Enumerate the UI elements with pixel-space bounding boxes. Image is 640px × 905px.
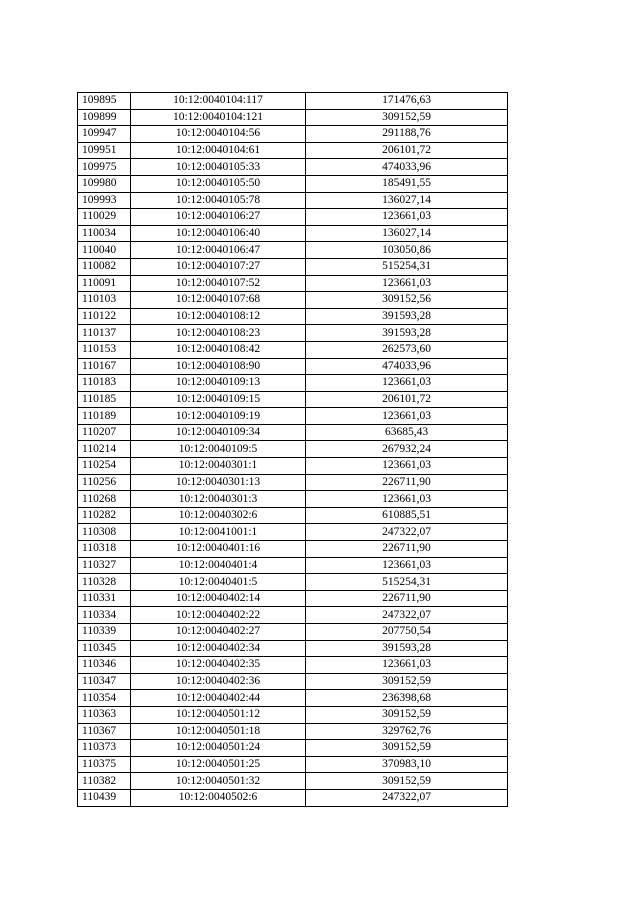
cadastral-number-cell: 10:12:0040104:121 [131, 109, 306, 126]
record-number-cell: 110328 [78, 574, 131, 591]
table-row [78, 723, 508, 740]
record-number-cell: 110354 [78, 690, 131, 707]
cadastral-number-cell: 10:12:0040501:18 [131, 723, 306, 740]
amount-cell: 206101,72 [306, 142, 508, 159]
cadastral-number-cell: 10:12:0040301:3 [131, 491, 306, 508]
cadastral-number-cell: 10:12:0040104:117 [131, 93, 306, 110]
record-number-cell: 110207 [78, 424, 131, 441]
amount-cell: 610885,51 [306, 507, 508, 524]
cadastral-number-cell: 10:12:0040107:27 [131, 258, 306, 275]
amount-cell: 185491,55 [306, 175, 508, 192]
record-number-cell: 110339 [78, 624, 131, 641]
amount-cell: 226711,90 [306, 590, 508, 607]
amount-cell: 171476,63 [306, 93, 508, 110]
cadastral-number-cell: 10:12:0040502:6 [131, 789, 306, 806]
cadastral-number-cell: 10:12:0040108:23 [131, 325, 306, 342]
record-number-cell: 110189 [78, 408, 131, 425]
record-number-cell: 110439 [78, 789, 131, 806]
amount-cell: 247322,07 [306, 789, 508, 806]
amount-cell: 123661,03 [306, 458, 508, 475]
record-number-cell: 110040 [78, 242, 131, 259]
record-number-cell: 110214 [78, 441, 131, 458]
cadastral-number-cell: 10:12:0040105:33 [131, 159, 306, 176]
cadastral-number-cell: 10:12:0040401:5 [131, 574, 306, 591]
table-row [78, 258, 508, 275]
amount-cell: 123661,03 [306, 375, 508, 392]
amount-cell: 123661,03 [306, 408, 508, 425]
amount-cell: 309152,59 [306, 740, 508, 757]
table-row [78, 773, 508, 790]
table-row [78, 624, 508, 641]
table-row [78, 275, 508, 292]
cadastral-number-cell: 10:12:0040401:16 [131, 541, 306, 558]
table-row [78, 209, 508, 226]
cadastral-number-cell: 10:12:0040109:5 [131, 441, 306, 458]
cadastral-number-cell: 10:12:0040501:25 [131, 756, 306, 773]
cadastral-number-cell: 10:12:0040106:27 [131, 209, 306, 226]
table-row [78, 524, 508, 541]
record-number-cell: 110082 [78, 258, 131, 275]
table-body [78, 93, 508, 807]
cadastral-number-cell: 10:12:0040109:15 [131, 391, 306, 408]
record-number-cell: 110331 [78, 590, 131, 607]
table-row [78, 541, 508, 558]
record-number-cell: 110268 [78, 491, 131, 508]
record-number-cell: 110373 [78, 740, 131, 757]
cadastral-number-cell: 10:12:0041001:1 [131, 524, 306, 541]
record-number-cell: 109895 [78, 93, 131, 110]
record-number-cell: 110308 [78, 524, 131, 541]
amount-cell: 247322,07 [306, 524, 508, 541]
table-row [78, 557, 508, 574]
amount-cell: 329762,76 [306, 723, 508, 740]
amount-cell: 267932,24 [306, 441, 508, 458]
cadastral-number-cell: 10:12:0040402:34 [131, 640, 306, 657]
record-number-cell: 110153 [78, 341, 131, 358]
record-number-cell: 110029 [78, 209, 131, 226]
table-row [78, 391, 508, 408]
record-number-cell: 110137 [78, 325, 131, 342]
cadastral-number-cell: 10:12:0040106:40 [131, 225, 306, 242]
record-number-cell: 110091 [78, 275, 131, 292]
table-row [78, 590, 508, 607]
amount-cell: 515254,31 [306, 258, 508, 275]
table-row [78, 358, 508, 375]
record-number-cell: 109980 [78, 175, 131, 192]
cadastral-number-cell: 10:12:0040104:61 [131, 142, 306, 159]
amount-cell: 63685,43 [306, 424, 508, 441]
amount-cell: 391593,28 [306, 308, 508, 325]
cadastral-number-cell: 10:12:0040501:12 [131, 706, 306, 723]
cadastral-number-cell: 10:12:0040108:90 [131, 358, 306, 375]
record-number-cell: 110363 [78, 706, 131, 723]
table-row [78, 690, 508, 707]
record-number-cell: 110367 [78, 723, 131, 740]
cadastral-number-cell: 10:12:0040109:34 [131, 424, 306, 441]
cadastral-number-cell: 10:12:0040501:24 [131, 740, 306, 757]
record-number-cell: 110346 [78, 657, 131, 674]
record-number-cell: 110167 [78, 358, 131, 375]
cadastral-number-cell: 10:12:0040104:56 [131, 126, 306, 143]
table-row [78, 474, 508, 491]
cadastral-number-cell: 10:12:0040108:12 [131, 308, 306, 325]
record-number-cell: 110375 [78, 756, 131, 773]
amount-cell: 207750,54 [306, 624, 508, 641]
table-row [78, 507, 508, 524]
data-table [77, 92, 508, 807]
record-number-cell: 110345 [78, 640, 131, 657]
table-row [78, 458, 508, 475]
amount-cell: 309152,59 [306, 673, 508, 690]
cadastral-number-cell: 10:12:0040108:42 [131, 341, 306, 358]
table-row [78, 175, 508, 192]
table-row [78, 756, 508, 773]
cadastral-number-cell: 10:12:0040107:52 [131, 275, 306, 292]
record-number-cell: 110185 [78, 391, 131, 408]
cadastral-number-cell: 10:12:0040301:13 [131, 474, 306, 491]
amount-cell: 391593,28 [306, 325, 508, 342]
record-number-cell: 109975 [78, 159, 131, 176]
table-row [78, 424, 508, 441]
cadastral-number-cell: 10:12:0040402:44 [131, 690, 306, 707]
amount-cell: 309152,56 [306, 292, 508, 309]
amount-cell: 123661,03 [306, 275, 508, 292]
amount-cell: 123661,03 [306, 557, 508, 574]
amount-cell: 474033,96 [306, 358, 508, 375]
amount-cell: 515254,31 [306, 574, 508, 591]
amount-cell: 291188,76 [306, 126, 508, 143]
cadastral-number-cell: 10:12:0040302:6 [131, 507, 306, 524]
table-row [78, 341, 508, 358]
amount-cell: 136027,14 [306, 192, 508, 209]
table-row [78, 159, 508, 176]
record-number-cell: 110334 [78, 607, 131, 624]
record-number-cell: 110103 [78, 292, 131, 309]
cadastral-number-cell: 10:12:0040109:19 [131, 408, 306, 425]
amount-cell: 123661,03 [306, 491, 508, 508]
cadastral-number-cell: 10:12:0040105:78 [131, 192, 306, 209]
amount-cell: 391593,28 [306, 640, 508, 657]
table-row [78, 292, 508, 309]
table-row [78, 325, 508, 342]
amount-cell: 262573,60 [306, 341, 508, 358]
cadastral-number-cell: 10:12:0040401:4 [131, 557, 306, 574]
amount-cell: 247322,07 [306, 607, 508, 624]
cadastral-number-cell: 10:12:0040106:47 [131, 242, 306, 259]
table-row [78, 142, 508, 159]
record-number-cell: 109947 [78, 126, 131, 143]
cadastral-number-cell: 10:12:0040402:27 [131, 624, 306, 641]
record-number-cell: 110034 [78, 225, 131, 242]
cadastral-number-cell: 10:12:0040402:14 [131, 590, 306, 607]
cadastral-number-cell: 10:12:0040501:32 [131, 773, 306, 790]
amount-cell: 309152,59 [306, 706, 508, 723]
cadastral-number-cell: 10:12:0040301:1 [131, 458, 306, 475]
amount-cell: 136027,14 [306, 225, 508, 242]
record-number-cell: 110327 [78, 557, 131, 574]
table-row [78, 375, 508, 392]
record-number-cell: 110282 [78, 507, 131, 524]
amount-cell: 370983,10 [306, 756, 508, 773]
table-row [78, 93, 508, 110]
amount-cell: 103050,86 [306, 242, 508, 259]
table-row [78, 657, 508, 674]
table-row [78, 574, 508, 591]
table-row [78, 225, 508, 242]
table-row [78, 789, 508, 806]
table-row [78, 408, 508, 425]
table-row [78, 242, 508, 259]
cadastral-number-cell: 10:12:0040402:22 [131, 607, 306, 624]
amount-cell: 309152,59 [306, 109, 508, 126]
amount-cell: 123661,03 [306, 657, 508, 674]
record-number-cell: 110382 [78, 773, 131, 790]
cadastral-number-cell: 10:12:0040402:36 [131, 673, 306, 690]
record-number-cell: 110347 [78, 673, 131, 690]
record-number-cell: 110256 [78, 474, 131, 491]
record-number-cell: 109951 [78, 142, 131, 159]
amount-cell: 309152,59 [306, 773, 508, 790]
table-row [78, 126, 508, 143]
amount-cell: 206101,72 [306, 391, 508, 408]
amount-cell: 236398,68 [306, 690, 508, 707]
table-row [78, 109, 508, 126]
record-number-cell: 110122 [78, 308, 131, 325]
amount-cell: 123661,03 [306, 209, 508, 226]
record-number-cell: 110254 [78, 458, 131, 475]
record-number-cell: 109993 [78, 192, 131, 209]
table-row [78, 706, 508, 723]
record-number-cell: 110183 [78, 375, 131, 392]
table-row [78, 607, 508, 624]
cadastral-number-cell: 10:12:0040107:68 [131, 292, 306, 309]
cadastral-number-cell: 10:12:0040105:50 [131, 175, 306, 192]
table-row [78, 640, 508, 657]
table-row [78, 441, 508, 458]
amount-cell: 226711,90 [306, 474, 508, 491]
cadastral-number-cell: 10:12:0040109:13 [131, 375, 306, 392]
table-row [78, 192, 508, 209]
table-row [78, 740, 508, 757]
amount-cell: 226711,90 [306, 541, 508, 558]
table-row [78, 308, 508, 325]
record-number-cell: 110318 [78, 541, 131, 558]
cadastral-number-cell: 10:12:0040402:35 [131, 657, 306, 674]
table-row [78, 491, 508, 508]
record-number-cell: 109899 [78, 109, 131, 126]
table-row [78, 673, 508, 690]
amount-cell: 474033,96 [306, 159, 508, 176]
